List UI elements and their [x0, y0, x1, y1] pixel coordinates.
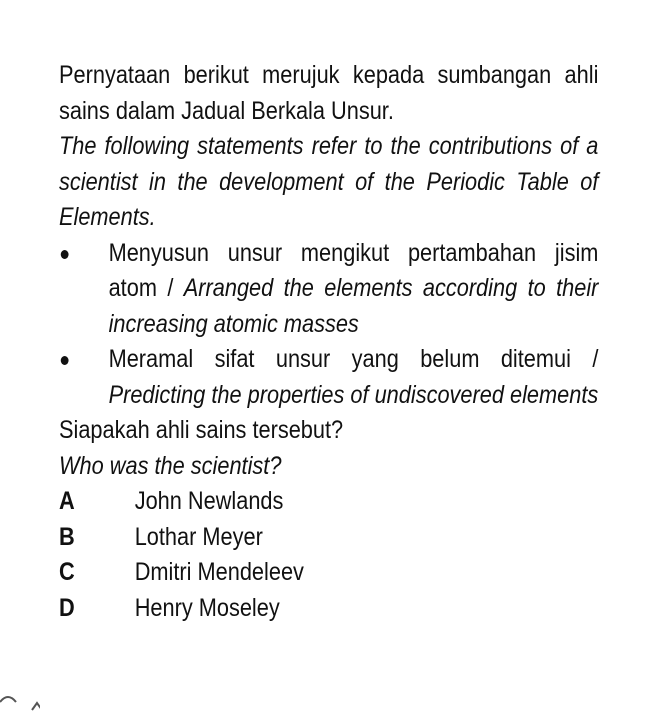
bullet-icon — [61, 250, 69, 259]
option-letter: A — [59, 487, 75, 515]
statement-item — [59, 236, 598, 343]
option-letter: D — [59, 593, 75, 622]
statement-malay: Meramal sifat unsur yang belum ditemui / — [108, 345, 599, 373]
cropped-shape-icon — [0, 688, 40, 711]
question-malay: Siapakah ahli sains tersebut? — [59, 416, 344, 444]
statement-english: Arranged the elements according to their increasing atomic masses — [108, 274, 599, 338]
option-d[interactable] — [59, 591, 598, 627]
bullet-icon — [61, 356, 69, 365]
option-letter: B — [59, 522, 75, 551]
statement-list — [59, 236, 598, 414]
statement-malay: Menyusun unsur mengikut pertambahan jisim atom / — [108, 238, 599, 302]
option-text: Henry Moseley — [134, 593, 280, 622]
statement-item — [59, 342, 598, 413]
statement-english: Predicting the properties of undiscovered elements — [108, 380, 599, 409]
option-letter: C — [59, 558, 75, 586]
option-text: Dmitri Mendeleev — [134, 558, 304, 586]
answer-options — [59, 484, 598, 626]
option-c[interactable] — [59, 555, 598, 591]
intro-english: The following statements refer to the contributions of a scientist in the development of the Periodic Table of Elements. — [59, 132, 599, 231]
option-a[interactable] — [59, 484, 598, 520]
option-text: John Newlands — [134, 487, 284, 515]
intro-malay: Pernyataan berikut merujuk kepada sumbangan ahli sains dalam Jadual Berkala Unsur. — [59, 61, 599, 125]
option-text: Lothar Meyer — [134, 522, 263, 551]
question-block — [59, 58, 598, 626]
question-english: Who was the scientist? — [59, 451, 282, 480]
option-b[interactable] — [59, 520, 598, 556]
